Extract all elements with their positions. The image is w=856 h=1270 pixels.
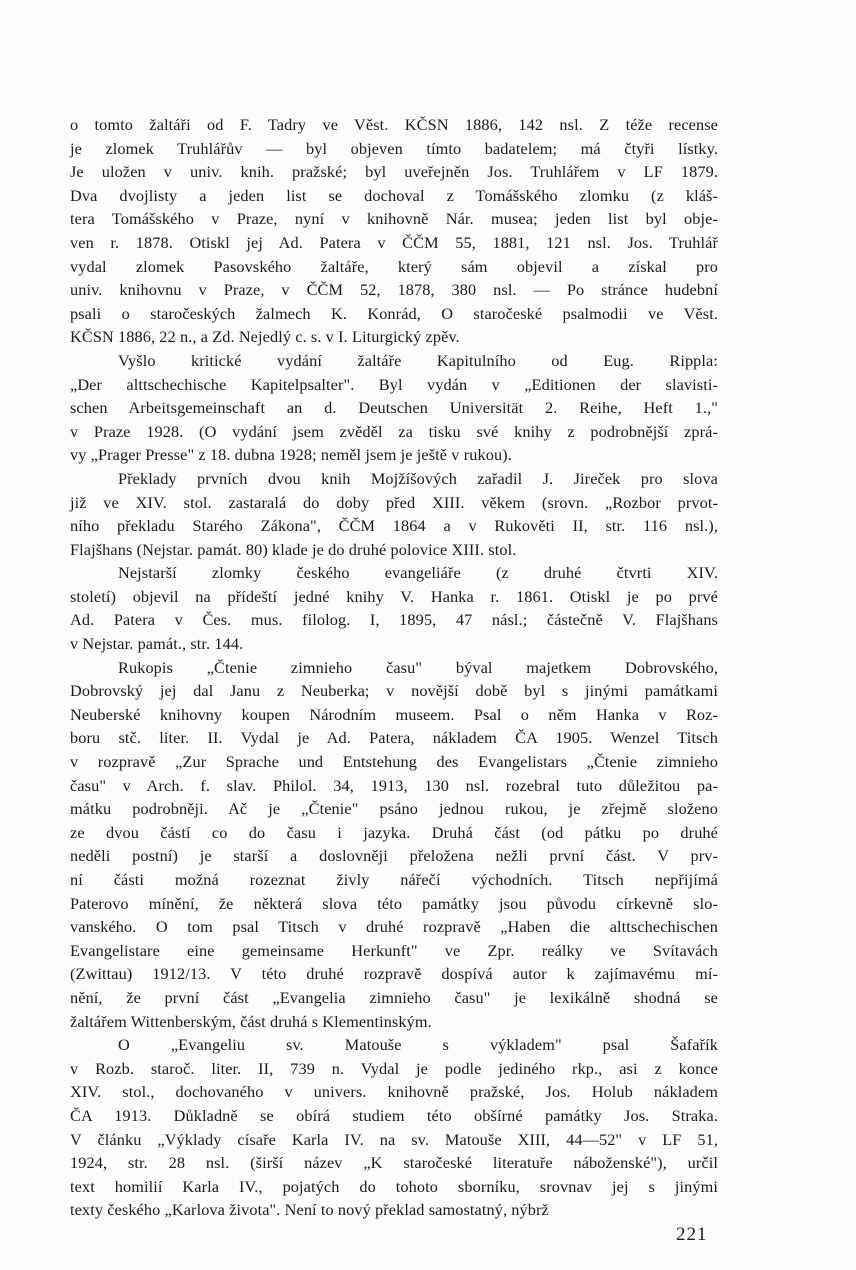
- text-line: žaltářem Wittenberským, část druhá s Klementinským.: [70, 1011, 432, 1031]
- text-line: ní části možná rozeznat živly nářečí východních. Titsch nepřijímá: [70, 870, 718, 889]
- text-line: schen Arbeitsgemeinschaft an d. Deutschen Universität 2. Reihe, Heft 1.,": [70, 398, 718, 418]
- text-line: texty českého „Karlova života". Není to nový překlad samostatný, nýbrž: [70, 1200, 549, 1220]
- text-line: Flajšhans (Nejstar. památ. 80) klade je do druhé polovice XIII. stol.: [70, 539, 517, 559]
- text-line: v Nejstar. památ., str. 144.: [70, 634, 244, 654]
- paragraph: [70, 467, 718, 561]
- text-line: vanského. O tom psal Titsch v druhé rozpravě „Haben die alttschechischen: [70, 917, 718, 937]
- paragraph: [70, 561, 718, 655]
- text-line: O „Evangeliu sv. Matouše s výkladem" psal Šafařík: [118, 1035, 718, 1055]
- text-line: vydal zlomek Pasovského žaltáře, který sám objevil a získal pro: [70, 256, 718, 276]
- text-line: XIV. stol., dochovaného v univers. knihovně pražské, Jos. Holub nákladem: [70, 1082, 718, 1102]
- paragraph: [70, 656, 718, 1034]
- text-line: V článku „Výklady císaře Karla IV. na sv. Matouše XIII, 44—52" v LF 51,: [70, 1129, 718, 1149]
- text-line: ven r. 1878. Otiskl jej Ad. Patera v ČČM 55, 1881, 121 nsl. Jos. Truhlář: [70, 232, 718, 252]
- text-line: Nejstarší zlomky českého evangeliáře (z druhé čtvrti XIV.: [118, 563, 718, 583]
- text-line: již ve XIV. stol. zastaralá do doby před XIII. věkem (srovn. „Rozbor prvot-: [70, 492, 718, 512]
- text-line: ČA 1913. Důkladně se obírá studiem této obšírné památky Jos. Straka.: [70, 1105, 718, 1125]
- text-line: vy „Prager Presse" z 18. dubna 1928; neměl jsem je ještě v rukou).: [70, 445, 512, 465]
- text-line: „Der alttschechische Kapitelpsalter". Byl vydán v „Editionen der slavisti-: [70, 374, 718, 394]
- text-line: v Rozb. staroč. liter. II, 739 n. Vydal je podle jediného rkp., asi z konce: [70, 1058, 718, 1078]
- text-line: Ad. Patera v Čes. mus. filolog. I, 1895, 47 násl.; částečně V. Flajšhans: [70, 610, 718, 630]
- text-line: je zlomek Truhlářův — byl objeven tímto badatelem; má čtyři lístky.: [70, 138, 718, 158]
- paragraph: [70, 349, 718, 467]
- text-line: Je uložen v univ. knih. pražské; byl uveřejněn Jos. Truhlářem v LF 1879.: [70, 162, 718, 182]
- text-line: Překlady prvních dvou knih Mojžíšových zařadil J. Jireček pro slova: [118, 468, 718, 488]
- text-line: univ. knihovnu v Praze, v ČČM 52, 1878, 380 nsl. — Po stránce hudební: [70, 280, 718, 300]
- text-line: psali o staročeských žalmech K. Konrád, O staročeské psalmodii ve Věst.: [70, 303, 718, 323]
- text-line: o tomto žaltáři od F. Tadry ve Věst. KČSN 1886, 142 nsl. Z téže recense: [70, 115, 718, 134]
- text-line: Rukopis „Čtenie zimnieho času" býval majetkem Dobrovského,: [118, 657, 718, 677]
- text-line: Vyšlo kritické vydání žaltáře Kapitulního od Eug. Rippla:: [118, 350, 718, 370]
- text-line: text homilií Karla IV., pojatých do tohoto sborníku, srovnav jej s jinými: [70, 1176, 718, 1196]
- text-line: Paterovo mínění, že některá slova této památky jsou původu církevně slo-: [70, 893, 718, 913]
- text-line: v rozpravě „Zur Sprache und Entstehung des Evangelistars „Čtenie zimnieho: [70, 752, 718, 772]
- text-line: nění, že první část „Evangelia zimnieho času" je lexikálně shodná se: [70, 987, 718, 1007]
- text-line: v Praze 1928. (O vydání jsem zvěděl za tisku své knihy z podrobnější zprá-: [70, 421, 718, 441]
- text-line: KČSN 1886, 22 n., a Zd. Nejedlý c. s. v I. Liturgický zpěv.: [70, 327, 460, 347]
- text-line: Dobrovský jej dal Janu z Neuberka; v novější době byl s jinými památkami: [70, 681, 718, 701]
- text-line: mátku podrobněji. Ač je „Čtenie" psáno jednou rukou, je zřejmě složeno: [70, 799, 718, 819]
- text-line: (Zwittau) 1912/13. V této druhé rozpravě dospívá autor k zajímavému mí-: [70, 964, 718, 984]
- text-line: neděli postní) je starší a doslovněji přeložena nežli první část. V prv-: [70, 846, 718, 866]
- text-line: tera Tomášského v Praze, nyní v knihovně Nár. musea; jeden list byl obje-: [70, 209, 718, 229]
- text-line: ze dvou částí co do času i jazyka. Druhá část (od pátku po druhé: [70, 822, 718, 842]
- text-line: času" v Arch. f. slav. Philol. 34, 1913, 130 nsl. rozebral tuto důležitou pa-: [70, 775, 718, 795]
- text-line: Neuberské knihovny koupen Národním museem. Psal o něm Hanka v Roz-: [70, 704, 718, 724]
- paragraph: [70, 113, 718, 349]
- text-line: Dva dvojlisty a jeden list se dochoval z Tomášského zlomku (z kláš-: [70, 185, 718, 205]
- text-line: 1924, str. 28 nsl. (širší název „K staročeské literatuře náboženské"), určil: [70, 1153, 718, 1173]
- body-text: [70, 113, 718, 1222]
- text-line: ního překladu Starého Zákona", ČČM 1864 a v Rukověti II, str. 116 nsl.),: [70, 516, 718, 536]
- page-number: 221: [676, 1224, 708, 1245]
- text-line: Evangelistare eine gemeinsame Herkunft" ve Zpr. reálky ve Svítavách: [70, 940, 718, 960]
- text-line: století) objevil na přídeští jedné knihy V. Hanka r. 1861. Otiskl je po prvé: [70, 586, 718, 606]
- paragraph: [70, 1033, 718, 1222]
- text-line: boru stč. liter. II. Vydal je Ad. Patera, nákladem ČA 1905. Wenzel Titsch: [70, 728, 718, 748]
